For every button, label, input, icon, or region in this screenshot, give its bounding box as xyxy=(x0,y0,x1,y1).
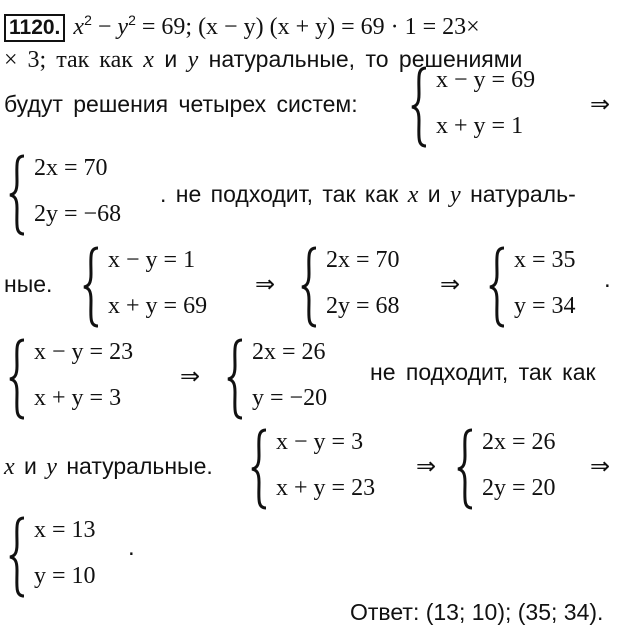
system-4: 2x = 70 2y = 68 xyxy=(300,246,430,328)
system-7: 2x = 26 y = −20 xyxy=(226,338,356,420)
implies-arrow: ⇒ xyxy=(590,90,611,118)
line-2: × 3; так как x и y натуральные, то решениями xyxy=(4,46,523,73)
implies-arrow: ⇒ xyxy=(590,452,611,480)
system-3: x − y = 1 x + y = 69 xyxy=(82,246,242,328)
line-3: будут решения четырех систем: xyxy=(4,91,358,117)
brace-icon xyxy=(488,246,506,328)
brace-icon xyxy=(82,246,100,328)
period: . xyxy=(604,266,611,293)
implies-arrow: ⇒ xyxy=(416,452,437,480)
line-7: x и y натуральные. xyxy=(4,453,213,480)
system-1: x − y = 69 x + y = 1 xyxy=(410,66,580,148)
implies-arrow: ⇒ xyxy=(180,362,201,390)
brace-icon xyxy=(456,428,474,510)
system-2: 2x = 70 2y = −68 xyxy=(8,154,158,236)
brace-icon xyxy=(410,66,428,148)
brace-icon xyxy=(226,338,244,420)
system-8: x − y = 3 x + y = 23 xyxy=(250,428,410,510)
system-6: x − y = 23 x + y = 3 xyxy=(8,338,178,420)
system-10: x = 13 y = 10 xyxy=(8,516,128,598)
system-5: x = 35 y = 34 xyxy=(488,246,598,328)
brace-icon xyxy=(8,154,26,236)
line-5: ные. xyxy=(4,271,53,297)
problem-number: 1120. xyxy=(4,14,65,42)
brace-icon xyxy=(250,428,268,510)
line-1: 1120. $x^2 - y^2 = 69$; (x − y) (x + y) = 69 · 1 = 23× xyxy=(4,6,480,42)
implies-arrow: ⇒ xyxy=(255,270,276,298)
line-6: не подходит, так как xyxy=(370,359,596,385)
system-9: 2x = 26 2y = 20 xyxy=(456,428,586,510)
brace-icon xyxy=(300,246,318,328)
line-4: . не подходит, так как x и y натураль- xyxy=(160,181,576,208)
implies-arrow: ⇒ xyxy=(440,270,461,298)
period: . xyxy=(128,534,135,561)
brace-icon xyxy=(8,516,26,598)
brace-icon xyxy=(8,338,26,420)
answer: Ответ: (13; 10); (35; 34). xyxy=(350,599,604,625)
